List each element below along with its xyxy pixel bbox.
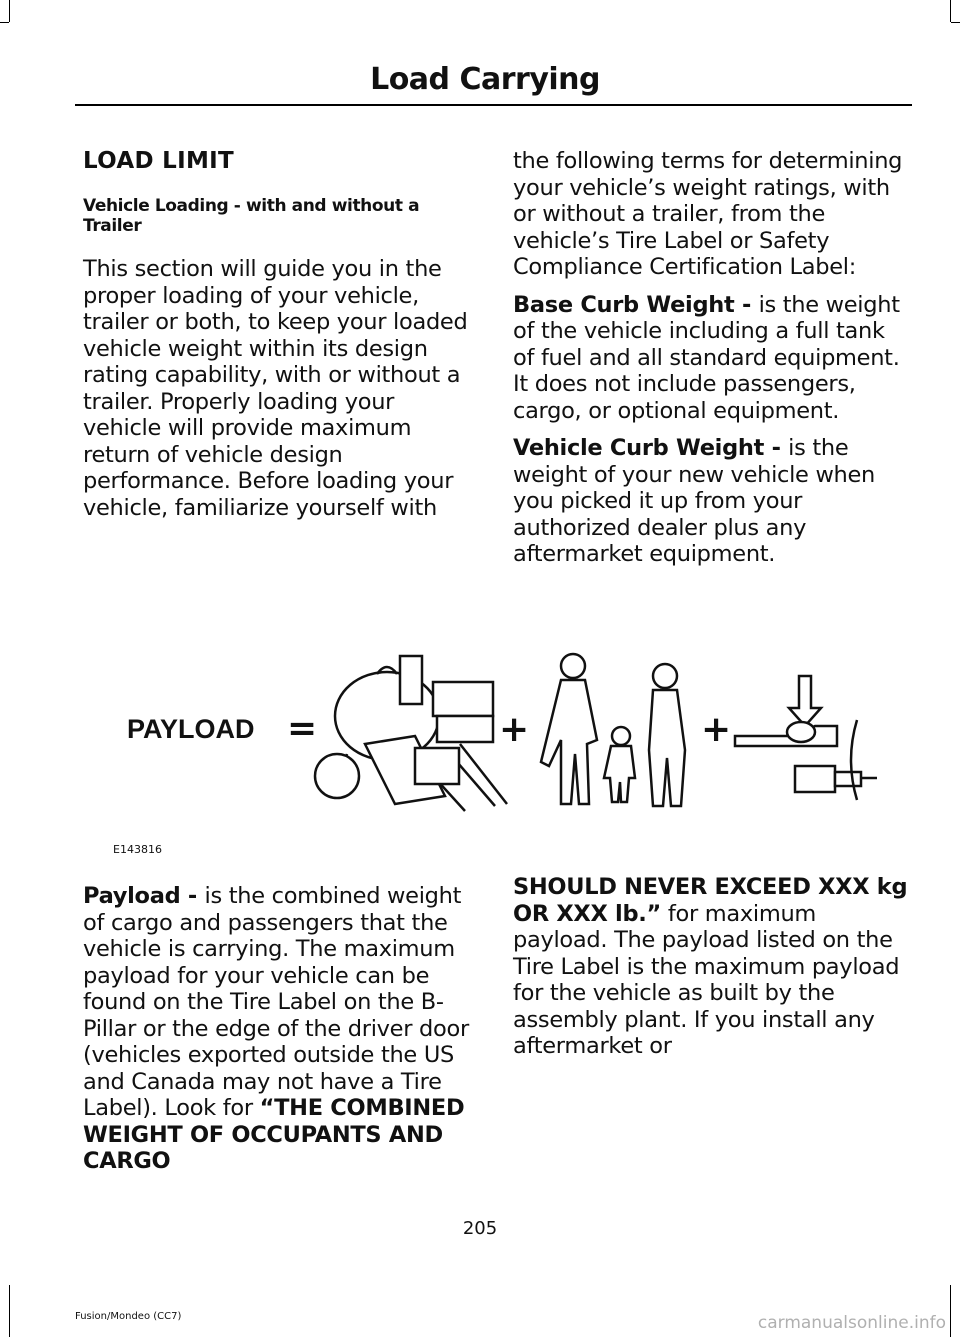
payload-definition: is the combined weight of cargo and passengers that the vehicle is carrying. The maximum payload for your vehicle can be found on the Tire Label on the B-Pillar or the edge of the driver door (vehicles exported outside the US and Canada may not have a Tire Label). Look for	[83, 883, 469, 1121]
payload-continuation	[513, 874, 908, 1060]
crop-mark	[9, 1285, 10, 1337]
vehicle-curb-weight-definition: is the weight of your new vehicle when you picked it up from your authorized dealer plus any aftermarket equipment.	[513, 435, 876, 567]
payload-continuation-text: for maximum payload. The payload listed on the Tire Label is the maximum payload for the vehicle as built by the assembly plant. If you install any aftermarket or	[513, 900, 900, 1059]
vehicle-curb-weight-term: Vehicle Curb Weight -	[513, 435, 789, 461]
payload-quote-end: SHOULD NEVER EXCEED XXX kg OR XXX lb.”	[513, 874, 908, 927]
passengers-icon	[541, 654, 685, 806]
vehicle-curb-weight-paragraph	[513, 435, 908, 568]
trailer-hitch-icon	[735, 676, 877, 800]
section-heading: LOAD LIMIT	[83, 148, 235, 174]
payload-paragraph	[83, 883, 478, 1175]
payload-continuation-block	[513, 874, 908, 1060]
payload-illustration	[115, 636, 885, 816]
payload-paragraph-block	[83, 883, 478, 1175]
payload-label: PAYLOAD	[127, 714, 255, 744]
page-number: 205	[462, 1218, 498, 1239]
base-curb-weight-paragraph	[513, 292, 908, 425]
right-column-top	[513, 148, 908, 568]
crop-mark	[9, 0, 10, 22]
payload-quote-start: “THE COMBINED WEIGHT OF OCCUPANTS AND CARGO	[83, 1095, 465, 1174]
watermark: carmanualsonline.info	[757, 1313, 946, 1333]
intro-paragraph: This section will guide you in the proper loading of your vehicle, trailer or both, to keep your loaded vehicle weight within its design rating capability, with or without a trailer. Properly loading your vehicle will provide maximum return of vehicle design performance. Before loading your vehicle, familiarize yourself with	[83, 256, 468, 521]
cargo-icon	[315, 656, 507, 811]
figure-code: E143816	[113, 843, 162, 856]
crop-mark	[950, 1285, 951, 1337]
intro-paragraph-block	[83, 256, 478, 521]
header-rule	[75, 104, 912, 106]
intro-continuation: the following terms for determining your vehicle’s weight ratings, with or without a trailer, from the vehicle’s Tire Label or Safety Compliance Certification Label:	[513, 148, 903, 280]
payload-term: Payload -	[83, 883, 205, 909]
footer-model: Fusion/Mondeo (CC7)	[75, 1311, 182, 1322]
plus-sign-2: +	[701, 709, 732, 750]
page-header-title: Load Carrying	[370, 62, 600, 97]
payload-illustration-svg	[115, 636, 885, 816]
base-curb-weight-definition: is the weight of the vehicle including a full tank of fuel and all standard equipment. It does not include passengers, cargo, or optional equipment.	[513, 291, 900, 424]
plus-sign: +	[499, 709, 530, 750]
crop-mark	[0, 22, 9, 23]
base-curb-weight-term: Base Curb Weight -	[513, 291, 759, 318]
equals-sign: =	[287, 708, 318, 749]
crop-mark	[950, 0, 951, 22]
section-subheading: Vehicle Loading - with and without a Trailer	[83, 196, 420, 236]
crop-mark	[951, 22, 960, 23]
